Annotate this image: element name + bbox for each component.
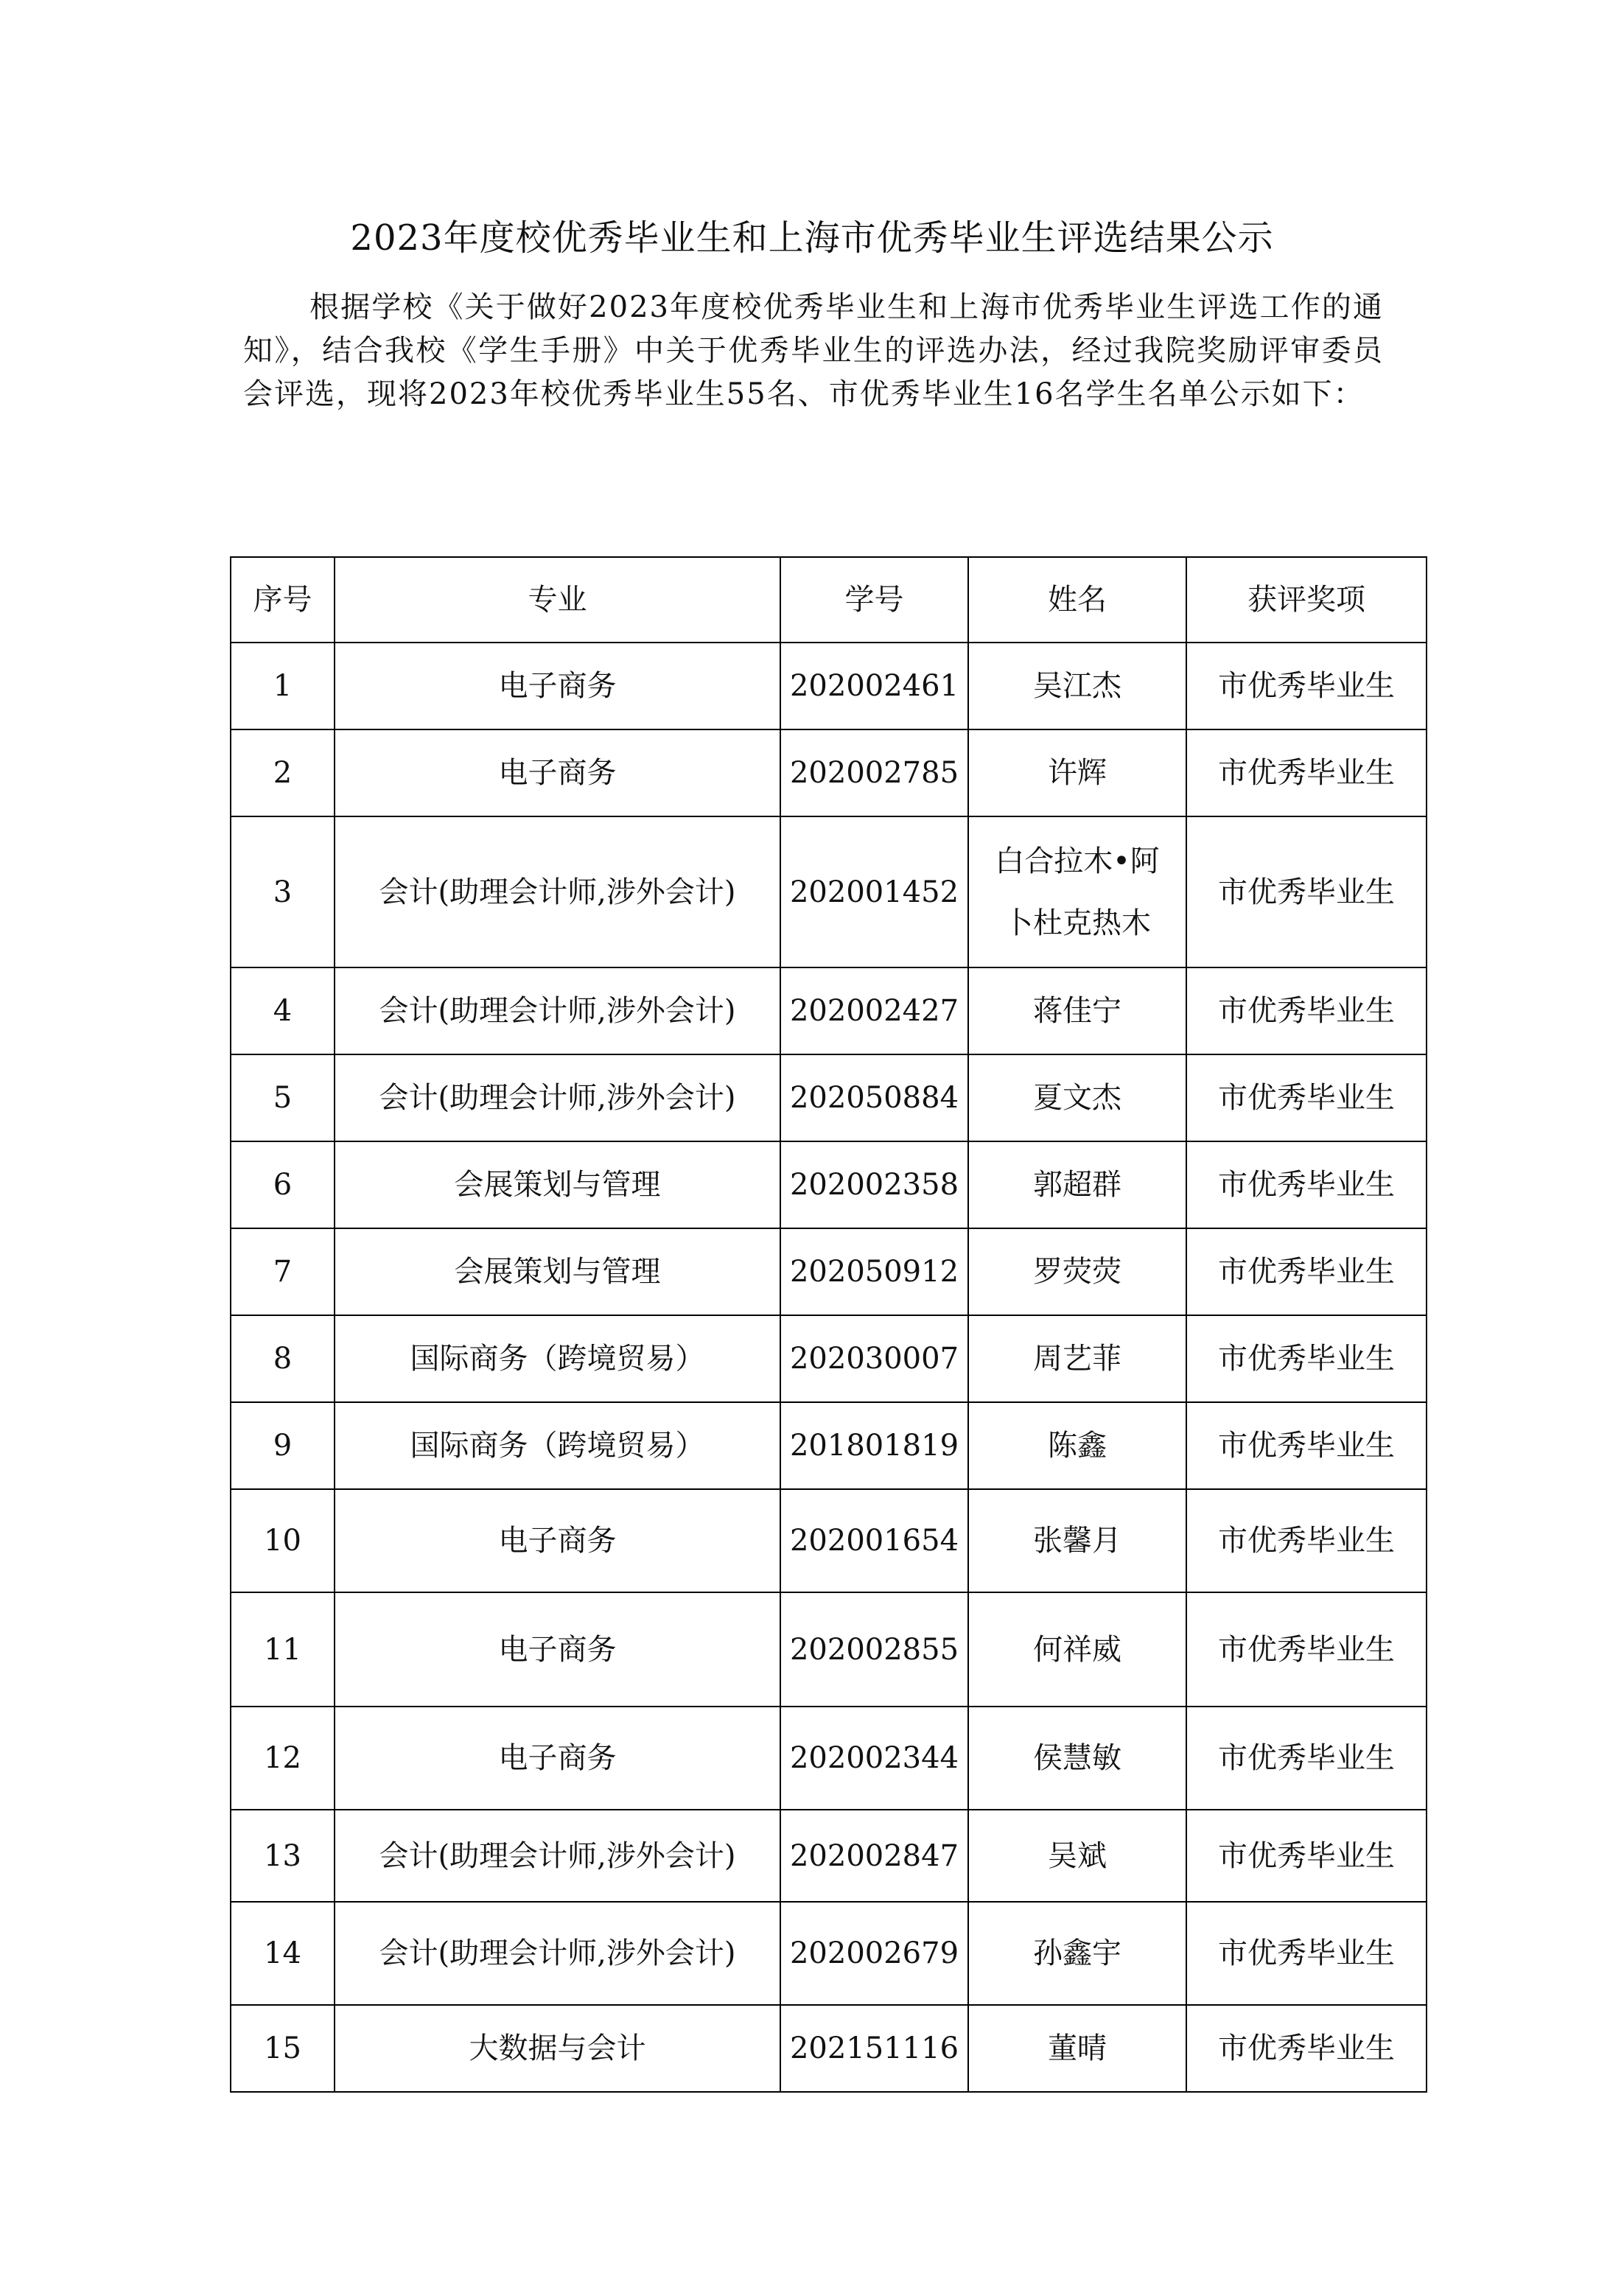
cell-name: 陈鑫: [968, 1402, 1186, 1489]
table-body: [231, 643, 1427, 2092]
cell-award: 市优秀毕业生: [1186, 643, 1427, 729]
cell-major: 电子商务: [335, 1707, 780, 1810]
cell-name: 吴江杰: [968, 643, 1186, 729]
cell-award: 市优秀毕业生: [1186, 1228, 1427, 1315]
table-row: [231, 1141, 1427, 1228]
cell-major: 会计(助理会计师,涉外会计): [335, 1054, 780, 1141]
cell-student-id: 202151116: [780, 2005, 968, 2092]
cell-name: 罗荧荧: [968, 1228, 1186, 1315]
table-row: [231, 1228, 1427, 1315]
table-header-row: [231, 557, 1427, 643]
cell-index: 12: [231, 1707, 335, 1810]
cell-major: 会计(助理会计师,涉外会计): [335, 1902, 780, 2005]
table-row: [231, 1315, 1427, 1402]
cell-name: 张馨月: [968, 1489, 1186, 1592]
cell-student-id: 202002461: [780, 643, 968, 729]
cell-award: 市优秀毕业生: [1186, 729, 1427, 816]
cell-award: 市优秀毕业生: [1186, 967, 1427, 1054]
cell-index: 3: [231, 816, 335, 967]
cell-index: 7: [231, 1228, 335, 1315]
cell-index: 14: [231, 1902, 335, 2005]
cell-major: 大数据与会计: [335, 2005, 780, 2092]
header-student-id: 学号: [780, 557, 968, 643]
cell-award: 市优秀毕业生: [1186, 816, 1427, 967]
table-row: [231, 1592, 1427, 1707]
cell-award: 市优秀毕业生: [1186, 1592, 1427, 1707]
table-row: [231, 1810, 1427, 1902]
cell-index: 6: [231, 1141, 335, 1228]
document-title: 2023年度校优秀毕业生和上海市优秀毕业生评选结果公示: [350, 217, 1274, 259]
cell-index: 13: [231, 1810, 335, 1902]
header-major: 专业: [335, 557, 780, 643]
cell-index: 15: [231, 2005, 335, 2092]
cell-award: 市优秀毕业生: [1186, 1054, 1427, 1141]
header-index: 序号: [231, 557, 335, 643]
cell-index: 4: [231, 967, 335, 1054]
cell-name: 周艺菲: [968, 1315, 1186, 1402]
cell-student-id: 202030007: [780, 1315, 968, 1402]
cell-student-id: 202001654: [780, 1489, 968, 1592]
cell-major: 电子商务: [335, 1489, 780, 1592]
cell-student-id: 202050912: [780, 1228, 968, 1315]
cell-award: 市优秀毕业生: [1186, 1489, 1427, 1592]
cell-award: 市优秀毕业生: [1186, 1902, 1427, 2005]
cell-name: 白合拉木•阿卜杜克热木: [968, 816, 1186, 967]
table-row: [231, 816, 1427, 967]
table-row: [231, 729, 1427, 816]
cell-major: 会展策划与管理: [335, 1141, 780, 1228]
cell-name: 郭超群: [968, 1141, 1186, 1228]
cell-name: 吴斌: [968, 1810, 1186, 1902]
cell-student-id: 202002358: [780, 1141, 968, 1228]
cell-name: 许辉: [968, 729, 1186, 816]
cell-major: 电子商务: [335, 643, 780, 729]
cell-index: 11: [231, 1592, 335, 1707]
cell-major: 会展策划与管理: [335, 1228, 780, 1315]
header-name: 姓名: [968, 557, 1186, 643]
cell-student-id: 202002847: [780, 1810, 968, 1902]
cell-major: 国际商务（跨境贸易）: [335, 1402, 780, 1489]
cell-major: 电子商务: [335, 1592, 780, 1707]
cell-index: 2: [231, 729, 335, 816]
results-table: [230, 556, 1427, 2093]
cell-index: 9: [231, 1402, 335, 1489]
cell-major: 会计(助理会计师,涉外会计): [335, 967, 780, 1054]
cell-index: 1: [231, 643, 335, 729]
cell-student-id: 202002344: [780, 1707, 968, 1810]
cell-student-id: 202002679: [780, 1902, 968, 2005]
cell-index: 8: [231, 1315, 335, 1402]
cell-award: 市优秀毕业生: [1186, 2005, 1427, 2092]
table-row: [231, 1707, 1427, 1810]
cell-name: 孙鑫宇: [968, 1902, 1186, 2005]
cell-name: 侯慧敏: [968, 1707, 1186, 1810]
table-row: [231, 2005, 1427, 2092]
cell-award: 市优秀毕业生: [1186, 1810, 1427, 1902]
cell-student-id: 202001452: [780, 816, 968, 967]
cell-award: 市优秀毕业生: [1186, 1707, 1427, 1810]
cell-student-id: 202002785: [780, 729, 968, 816]
cell-student-id: 202002855: [780, 1592, 968, 1707]
cell-major: 会计(助理会计师,涉外会计): [335, 816, 780, 967]
table-row: [231, 643, 1427, 729]
cell-award: 市优秀毕业生: [1186, 1315, 1427, 1402]
cell-name: 何祥威: [968, 1592, 1186, 1707]
table-row: [231, 1902, 1427, 2005]
cell-award: 市优秀毕业生: [1186, 1402, 1427, 1489]
table-row: [231, 967, 1427, 1054]
cell-name: 董晴: [968, 2005, 1186, 2092]
table-row: [231, 1402, 1427, 1489]
intro-paragraph: 根据学校《关于做好2023年度校优秀毕业生和上海市优秀毕业生评选工作的通知》，结合我校《学生手册》中关于优秀毕业生的评选办法，经过我院奖励评审委员会评选，现将2023年校优秀毕业生55名、市优秀毕业生16名学生名单公示如下：: [243, 290, 1384, 411]
table-row: [231, 1054, 1427, 1141]
header-award: 获评奖项: [1186, 557, 1427, 643]
cell-index: 5: [231, 1054, 335, 1141]
cell-index: 10: [231, 1489, 335, 1592]
cell-award: 市优秀毕业生: [1186, 1141, 1427, 1228]
table-row: [231, 1489, 1427, 1592]
cell-student-id: 202002427: [780, 967, 968, 1054]
cell-major: 电子商务: [335, 729, 780, 816]
cell-major: 会计(助理会计师,涉外会计): [335, 1810, 780, 1902]
cell-name: 夏文杰: [968, 1054, 1186, 1141]
cell-name: 蒋佳宁: [968, 967, 1186, 1054]
cell-student-id: 201801819: [780, 1402, 968, 1489]
cell-student-id: 202050884: [780, 1054, 968, 1141]
cell-major: 国际商务（跨境贸易）: [335, 1315, 780, 1402]
